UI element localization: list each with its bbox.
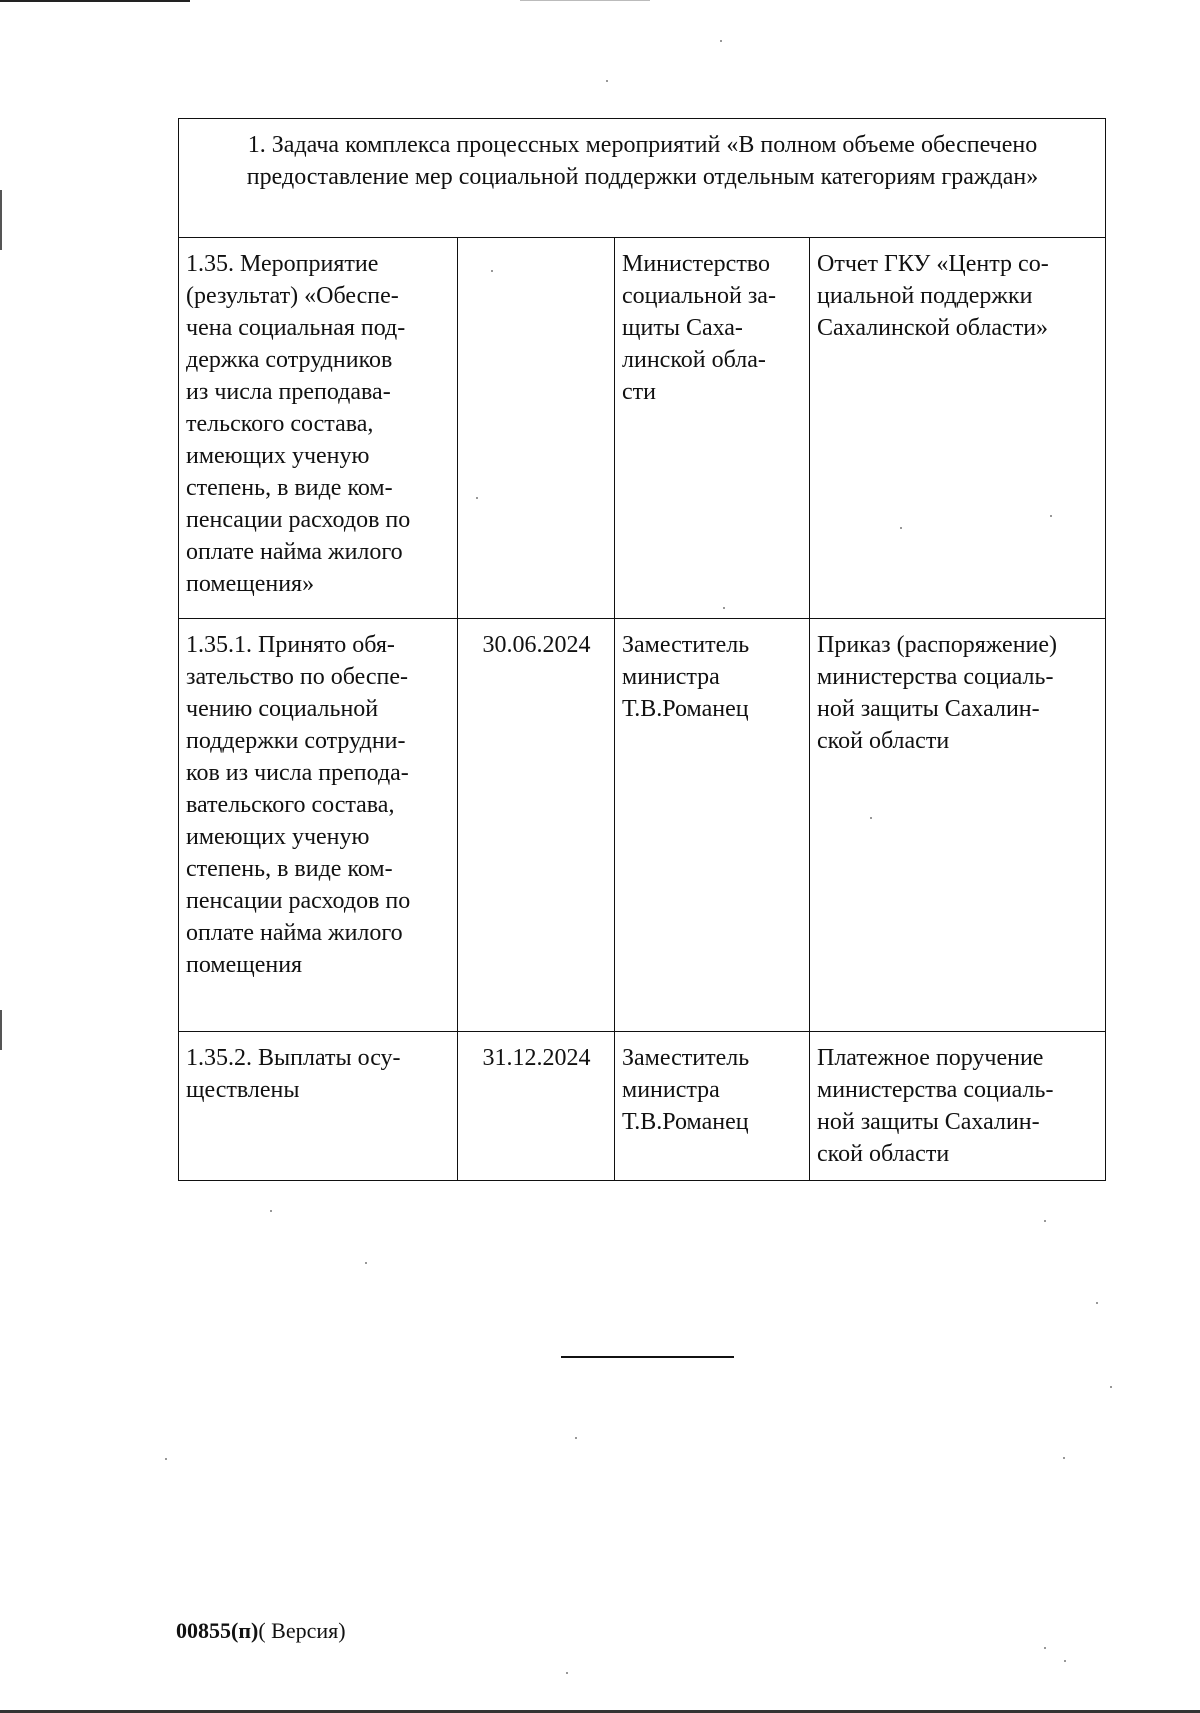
scan-edge-left-mark: [0, 190, 2, 250]
item-cell: [179, 238, 458, 619]
scan-speck: [900, 527, 902, 529]
scan-speck: [165, 1458, 167, 1460]
scan-edge-top-middle: [520, 0, 650, 1]
document-code: 00855(п): [176, 1618, 259, 1643]
scan-speck: [365, 1262, 367, 1264]
scan-speck: [1096, 1302, 1098, 1304]
responsible-cell: [615, 1032, 810, 1181]
table-row: [179, 619, 1106, 1032]
responsible-text: Министерство социальной за- щиты Саха- линской обла- сти: [622, 251, 776, 405]
item-text: 1.35.1. Принято обя- зательство по обеспе- чению социальной поддержки сотрудни- ков из числа препода- вательского состава, имеющих ученую степень, в виде ком- пенсации расходов по оплате найма жилого помещения: [186, 632, 411, 978]
date-cell: [458, 1032, 615, 1181]
item-text: 1.35. Мероприятие (результат) «Обеспе- чена социальная под- держка сотрудников из числа преподава- тельского состава, имеющих ученую степень, в виде ком- пенсации расходов по оплате найма жилого помещения»: [186, 251, 411, 597]
end-of-document-divider: [561, 1356, 734, 1358]
task-header-cell: [179, 119, 1106, 238]
scan-edge-left-mark: [0, 1010, 2, 1050]
document-cell: [810, 238, 1106, 619]
document-version: ( Версия): [258, 1618, 346, 1643]
document-cell: [810, 1032, 1106, 1181]
scan-speck: [606, 80, 608, 82]
scan-speck: [1064, 1660, 1066, 1662]
scan-speck: [1044, 1220, 1046, 1222]
document-text: Приказ (распоряжение) министерства социаль- ной защиты Сахалин- ской области: [817, 632, 1058, 754]
scan-speck: [575, 1437, 577, 1439]
activities-table: [178, 118, 1106, 1181]
table-header-row: [179, 119, 1106, 238]
date-text: 30.06.2024: [482, 632, 591, 658]
date-text: 31.12.2024: [482, 1045, 591, 1071]
scan-edge-top-left: [0, 0, 190, 2]
table-row: [179, 238, 1106, 619]
item-text: 1.35.2. Выплаты осу- ществлены: [186, 1045, 401, 1103]
scan-speck: [723, 607, 725, 609]
responsible-text: Заместитель министра Т.В.Романец: [622, 1045, 750, 1135]
scan-speck: [270, 1210, 272, 1212]
item-cell: [179, 1032, 458, 1181]
date-cell: [458, 238, 615, 619]
document-text: Платежное поручение министерства социаль- ной защиты Сахалин- ской области: [817, 1045, 1054, 1167]
scan-speck: [1044, 1647, 1046, 1649]
scan-speck: [1110, 1386, 1112, 1388]
scan-speck: [566, 1672, 568, 1674]
scan-speck: [491, 270, 493, 272]
item-cell: [179, 619, 458, 1032]
document-cell: [810, 619, 1106, 1032]
scan-speck: [1050, 515, 1052, 517]
task-header-text: 1. Задача комплекса процессных мероприятий «В полном объеме обеспечено предоставление мер социальной поддержки отдельным категориям граждан»: [246, 132, 1039, 190]
table-row: [179, 1032, 1106, 1181]
document-text: Отчет ГКУ «Центр со- циальной поддержки Сахалинской области»: [817, 251, 1049, 341]
responsible-text: Заместитель министра Т.В.Романец: [622, 632, 750, 722]
responsible-cell: [615, 619, 810, 1032]
document-footer: [176, 1617, 346, 1645]
responsible-cell: [615, 238, 810, 619]
scan-speck: [720, 40, 722, 42]
scan-speck: [1063, 1457, 1065, 1459]
date-cell: [458, 619, 615, 1032]
scan-speck: [476, 497, 478, 499]
scan-speck: [870, 817, 872, 819]
